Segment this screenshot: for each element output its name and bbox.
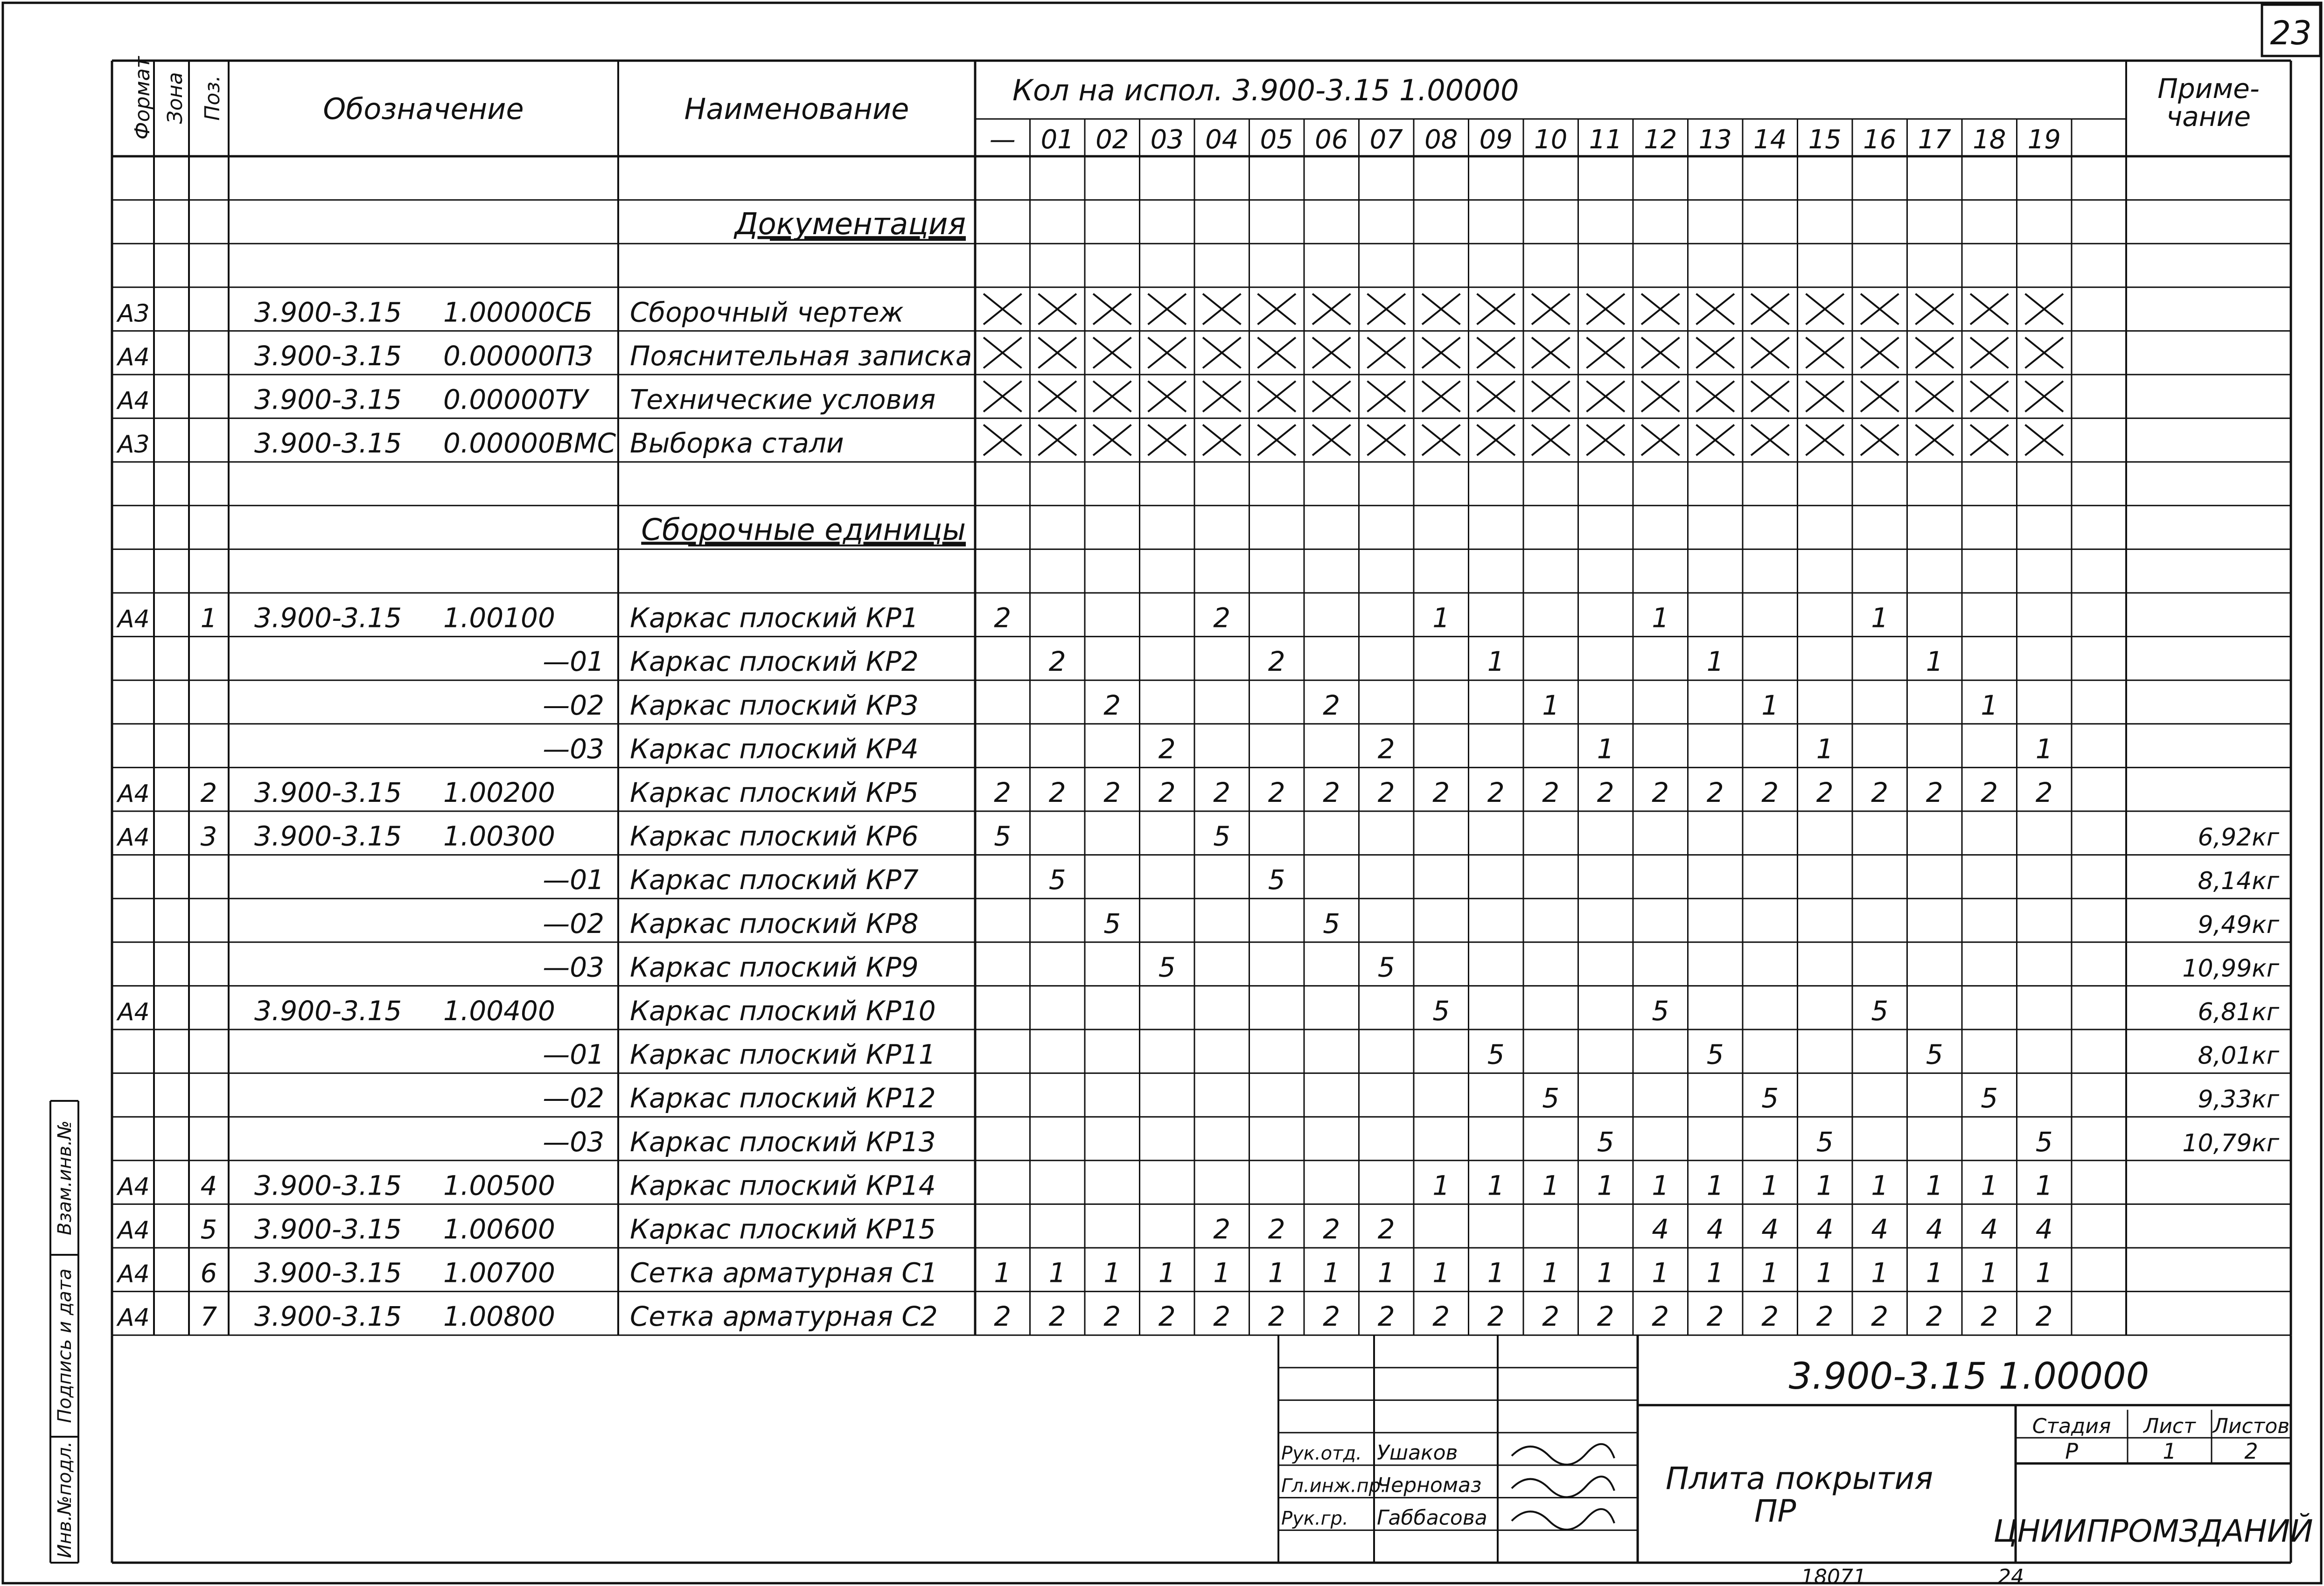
row-name: Сборочный чертеж — [630, 296, 904, 328]
row-pos: 5 — [200, 1215, 217, 1245]
qty-cell: 4 — [1816, 1213, 1834, 1245]
qty-cell: 1 — [1377, 1257, 1395, 1289]
row-name: Каркас плоский КР6 — [630, 820, 919, 852]
variant-label: 16 — [1863, 125, 1897, 155]
row-designation-code: 1.00600 — [443, 1213, 555, 1245]
qty-cell: 2 — [1542, 777, 1560, 808]
row-name: Каркас плоский КР5 — [630, 777, 919, 808]
qty-cell: 2 — [1706, 777, 1724, 808]
qty-cell: 1 — [1706, 1169, 1724, 1202]
qty-cell: 1 — [1981, 689, 1998, 721]
qty-cell: 1 — [1652, 1169, 1669, 1202]
row-designation: 3.900-3.15 — [254, 340, 402, 372]
qty-cell: 5 — [994, 820, 1012, 852]
qty-cell: 1 — [1432, 1169, 1450, 1202]
row-designation: 3.900-3.15 — [254, 296, 402, 328]
qty-cell: 5 — [1597, 1126, 1614, 1158]
row-note: 9,49кг — [2198, 911, 2279, 939]
qty-cell: 2 — [1981, 777, 1998, 808]
qty-cell: 2 — [1377, 777, 1395, 808]
header-designation: Обозначение — [323, 92, 524, 126]
qty-cell: 2 — [1048, 646, 1066, 678]
row-designation: 3.900-3.15 — [254, 1257, 402, 1289]
row-designation-code: —01 — [543, 864, 604, 896]
row-format: А4 — [118, 780, 150, 808]
qty-cell: 1 — [1816, 1169, 1834, 1202]
row-designation-code: 0.00000ПЗ — [443, 340, 593, 372]
qty-cell: 2 — [1926, 777, 1943, 808]
signer-name: Габбасова — [1377, 1506, 1487, 1530]
qty-cell: 2 — [2035, 1301, 2053, 1333]
qty-cell: 2 — [1816, 777, 1834, 808]
qty-cell: 2 — [1487, 1301, 1505, 1333]
qty-cell: 1 — [2035, 1257, 2053, 1289]
sheets-label: Листов — [2212, 1414, 2290, 1439]
qty-cell: 1 — [1597, 1169, 1614, 1202]
row-name: Каркас плоский КР3 — [630, 689, 919, 721]
row-designation: 3.900-3.15 — [254, 602, 402, 634]
qty-cell: 2 — [1268, 777, 1285, 808]
qty-cell: 2 — [1542, 1301, 1560, 1333]
qty-cell: 5 — [1816, 1126, 1834, 1158]
qty-cell: 2 — [1103, 777, 1121, 808]
qty-cell: 2 — [1268, 646, 1285, 678]
qty-cell: 5 — [1432, 995, 1450, 1027]
qty-cell: 4 — [1981, 1213, 1998, 1245]
page-number: 23 — [2270, 14, 2312, 52]
row-format: А4 — [118, 823, 150, 852]
qty-cell: 5 — [2035, 1126, 2053, 1158]
qty-cell: 1 — [1487, 1169, 1505, 1202]
qty-cell: 2 — [1432, 1301, 1450, 1333]
row-format: А4 — [118, 1173, 150, 1201]
row-designation-code: —01 — [543, 1038, 604, 1071]
document-code: 3.900-3.15 1.00000 — [1788, 1356, 2150, 1398]
qty-cell: 5 — [1926, 1038, 1943, 1071]
qty-cell: 2 — [1816, 1301, 1834, 1333]
qty-cell: 1 — [1542, 689, 1560, 721]
qty-cell: 2 — [1377, 1213, 1395, 1245]
qty-cell: 1 — [1871, 1257, 1889, 1289]
row-designation-code: —03 — [543, 951, 604, 983]
qty-cell: 5 — [1323, 907, 1340, 939]
row-note: 8,14кг — [2198, 867, 2279, 896]
row-name: Каркас плоский КР13 — [630, 1126, 936, 1158]
qty-cell: 2 — [1871, 1301, 1889, 1333]
row-note: 8,01кг — [2198, 1042, 2279, 1070]
row-format: А4 — [118, 1260, 150, 1288]
variant-label: 06 — [1315, 125, 1348, 155]
qty-cell: 5 — [1761, 1082, 1779, 1114]
variant-label: 04 — [1205, 125, 1239, 155]
qty-cell: 2 — [1597, 1301, 1614, 1333]
row-pos: 2 — [200, 778, 217, 808]
signer-name: Ушаков — [1377, 1440, 1458, 1465]
qty-cell: 2 — [994, 602, 1012, 634]
qty-cell: 1 — [1761, 689, 1779, 721]
qty-cell: 1 — [1761, 1169, 1779, 1202]
row-name: Каркас плоский КР12 — [630, 1082, 936, 1114]
side-stamp-label: Инв.№подл. — [54, 1441, 76, 1558]
qty-cell: 2 — [1268, 1213, 1285, 1245]
qty-cell: 1 — [1761, 1257, 1779, 1289]
row-name: Сетка арматурная С1 — [630, 1257, 938, 1289]
section-heading: Сборочные единицы — [641, 513, 966, 548]
qty-cell: 5 — [1377, 951, 1395, 983]
qty-cell: 1 — [1487, 646, 1505, 678]
qty-cell: 1 — [1323, 1257, 1340, 1289]
qty-cell: 1 — [1816, 1257, 1834, 1289]
row-designation-code: —03 — [543, 1126, 604, 1158]
qty-cell: 1 — [1542, 1257, 1560, 1289]
row-designation-code: 1.00700 — [443, 1257, 555, 1289]
qty-cell: 1 — [1213, 1257, 1231, 1289]
qty-cell: 2 — [1761, 777, 1779, 808]
row-format: А4 — [118, 343, 150, 371]
qty-cell: 1 — [1487, 1257, 1505, 1289]
qty-cell: 4 — [1926, 1213, 1943, 1245]
qty-cell: 1 — [1158, 1257, 1176, 1289]
side-stamp-label: Подпись и дата — [54, 1268, 76, 1423]
qty-cell: 4 — [1871, 1213, 1889, 1245]
qty-cell: 1 — [2035, 733, 2053, 765]
qty-cell: 1 — [2035, 1169, 2053, 1202]
header-pos: Поз. — [201, 75, 224, 121]
qty-cell: 5 — [1268, 864, 1285, 896]
row-note: 10,79кг — [2182, 1129, 2279, 1157]
row-note: 6,92кг — [2198, 823, 2279, 852]
qty-cell: 2 — [994, 1301, 1012, 1333]
qty-cell: 1 — [1432, 602, 1450, 634]
qty-cell: 2 — [1213, 1213, 1231, 1245]
archive-number: 18071 — [1801, 1565, 1866, 1586]
row-designation-code: —02 — [543, 689, 604, 721]
qty-cell: 5 — [1652, 995, 1669, 1027]
side-stamp-label: Взам.инв.№ — [54, 1120, 76, 1236]
row-designation-code: 1.00800 — [443, 1301, 555, 1333]
row-format: А4 — [118, 1304, 150, 1332]
sheets-value: 2 — [2244, 1439, 2258, 1464]
qty-cell: 2 — [1652, 777, 1669, 808]
row-note: 6,81кг — [2198, 998, 2279, 1026]
row-name: Пояснительная записка — [630, 340, 972, 372]
row-name: Каркас плоский КР8 — [630, 907, 919, 939]
qty-cell: 5 — [1542, 1082, 1560, 1114]
row-format: А4 — [118, 605, 150, 633]
qty-cell: 1 — [1597, 1257, 1614, 1289]
header-qty: Кол на испол. 3.900-3.15 1.00000 — [1012, 73, 1519, 107]
qty-cell: 2 — [994, 777, 1012, 808]
signer-role: Рук.отд. — [1281, 1442, 1362, 1464]
qty-cell: 2 — [1158, 777, 1176, 808]
row-format: А3 — [118, 431, 150, 459]
qty-cell: 4 — [1706, 1213, 1724, 1245]
row-designation: 3.900-3.15 — [254, 1301, 402, 1333]
qty-cell: 1 — [1981, 1169, 1998, 1202]
row-designation: 3.900-3.15 — [254, 383, 402, 416]
row-format: А4 — [118, 1217, 150, 1245]
row-format: А4 — [118, 387, 150, 415]
row-pos: 1 — [200, 603, 217, 634]
organization-name: ЦНИИПРОМЗДАНИЙ — [1993, 1513, 2313, 1549]
row-name: Каркас плоский КР10 — [630, 995, 936, 1027]
qty-cell: 1 — [1268, 1257, 1285, 1289]
variant-label: 12 — [1644, 125, 1677, 155]
document-title: ПР — [1754, 1493, 1796, 1530]
qty-cell: 2 — [1158, 1301, 1176, 1333]
row-format: А4 — [118, 998, 150, 1026]
row-designation-code: 1.00400 — [443, 995, 555, 1027]
qty-cell: 1 — [1871, 1169, 1889, 1202]
qty-cell: 1 — [1816, 733, 1834, 765]
qty-cell: 2 — [1213, 777, 1231, 808]
row-designation-code: 1.00200 — [443, 777, 555, 808]
signature — [1512, 1509, 1614, 1530]
row-designation-code: —03 — [543, 733, 604, 765]
qty-cell: 2 — [1597, 777, 1614, 808]
stage-label: Стадия — [2032, 1414, 2111, 1439]
qty-cell: 1 — [1432, 1257, 1450, 1289]
qty-cell: 2 — [1706, 1301, 1724, 1333]
signature — [1512, 1476, 1614, 1497]
qty-cell: 1 — [1981, 1257, 1998, 1289]
qty-cell: 2 — [1377, 1301, 1395, 1333]
qty-cell: 1 — [1926, 1257, 1943, 1289]
qty-cell: 1 — [1652, 1257, 1669, 1289]
row-designation: 3.900-3.15 — [254, 1213, 402, 1245]
qty-cell: 1 — [1706, 646, 1724, 678]
row-name: Сетка арматурная С2 — [630, 1301, 938, 1333]
qty-cell: 2 — [1761, 1301, 1779, 1333]
row-pos: 4 — [200, 1171, 217, 1202]
qty-cell: 2 — [1652, 1301, 1669, 1333]
header-note: чание — [2166, 101, 2251, 132]
qty-cell: 2 — [1981, 1301, 1998, 1333]
row-pos: 7 — [200, 1302, 217, 1333]
row-note: 10,99кг — [2182, 954, 2279, 983]
qty-cell: 2 — [1323, 1301, 1340, 1333]
qty-cell: 2 — [1377, 733, 1395, 765]
variant-label: — — [989, 125, 1016, 155]
variant-label: 07 — [1369, 125, 1403, 155]
variant-label: 17 — [1918, 125, 1951, 155]
row-name: Каркас плоский КР2 — [630, 646, 919, 678]
variant-label: 14 — [1753, 125, 1787, 155]
variant-label: 01 — [1040, 125, 1074, 155]
signer-name: Черномаз — [1377, 1473, 1482, 1497]
row-name: Каркас плоский КР1 — [630, 602, 919, 634]
qty-cell: 5 — [1213, 820, 1231, 852]
qty-cell: 1 — [1926, 646, 1943, 678]
qty-cell: 2 — [1926, 1301, 1943, 1333]
qty-cell: 2 — [1871, 777, 1889, 808]
signature — [1512, 1444, 1614, 1465]
variant-label: 15 — [1808, 125, 1842, 155]
row-name: Каркас плоский КР4 — [630, 733, 919, 765]
qty-cell: 2 — [1432, 777, 1450, 808]
row-designation-code: 1.00000СБ — [443, 296, 593, 328]
qty-cell: 2 — [1268, 1301, 1285, 1333]
variant-label: 05 — [1260, 125, 1293, 155]
qty-cell: 2 — [1487, 777, 1505, 808]
archive-page: 24 — [1998, 1565, 2024, 1586]
row-designation: 3.900-3.15 — [254, 777, 402, 808]
variant-label: 11 — [1589, 125, 1622, 155]
row-designation: 3.900-3.15 — [254, 1169, 402, 1202]
table-text — [54, 14, 2313, 1586]
stage-value: Р — [2065, 1439, 2078, 1464]
variant-label: 08 — [1424, 125, 1458, 155]
qty-cell: 5 — [1981, 1082, 1998, 1114]
row-pos: 3 — [200, 821, 217, 852]
sheet-label: Лист — [2143, 1414, 2196, 1439]
signer-role: Гл.инж.пр. — [1281, 1475, 1387, 1497]
qty-cell: 2 — [1103, 1301, 1121, 1333]
qty-cell: 5 — [1158, 951, 1176, 983]
qty-cell: 1 — [1706, 1257, 1724, 1289]
qty-cell: 5 — [1103, 907, 1121, 939]
qty-cell: 5 — [1487, 1038, 1505, 1071]
qty-cell: 1 — [994, 1257, 1012, 1289]
qty-cell: 5 — [1048, 864, 1066, 896]
qty-cell: 5 — [1871, 995, 1889, 1027]
variant-label: 10 — [1534, 125, 1568, 155]
qty-cell: 2 — [1048, 777, 1066, 808]
header-format: Формат — [131, 56, 154, 140]
row-designation-code: —01 — [543, 646, 604, 678]
row-name: Каркас плоский КР7 — [630, 864, 919, 896]
qty-cell: 1 — [1871, 602, 1889, 634]
qty-cell: 4 — [2035, 1213, 2053, 1245]
row-designation-code: 0.00000ВМС — [443, 427, 616, 459]
qty-cell: 2 — [1213, 602, 1231, 634]
qty-cell: 2 — [1323, 1213, 1340, 1245]
variant-label: 13 — [1698, 125, 1732, 155]
qty-cell: 2 — [1323, 777, 1340, 808]
qty-cell: 2 — [1323, 689, 1340, 721]
signer-role: Рук.гр. — [1281, 1508, 1348, 1530]
row-designation: 3.900-3.15 — [254, 427, 402, 459]
variant-label: 09 — [1479, 125, 1513, 155]
row-designation-code: —02 — [543, 907, 604, 939]
qty-cell: 1 — [1597, 733, 1614, 765]
row-designation-code: 1.00100 — [443, 602, 555, 634]
qty-cell: 1 — [1103, 1257, 1121, 1289]
row-format: А3 — [118, 299, 150, 328]
qty-cell: 1 — [1926, 1169, 1943, 1202]
variant-label: 02 — [1096, 125, 1129, 155]
row-name: Каркас плоский КР9 — [630, 951, 919, 983]
qty-cell: 1 — [1652, 602, 1669, 634]
qty-cell: 2 — [2035, 777, 2053, 808]
variant-label: 03 — [1150, 125, 1184, 155]
row-name: Каркас плоский КР14 — [630, 1169, 936, 1202]
row-name: Выборка стали — [630, 427, 844, 459]
qty-cell: 2 — [1213, 1301, 1231, 1333]
row-pos: 6 — [200, 1258, 217, 1289]
qty-cell: 4 — [1652, 1213, 1669, 1245]
row-name: Технические условия — [630, 383, 936, 416]
row-note: 9,33кг — [2198, 1085, 2279, 1114]
sheet-value: 1 — [2163, 1439, 2177, 1464]
row-designation-code: 1.00300 — [443, 820, 555, 852]
qty-cell: 4 — [1761, 1213, 1779, 1245]
row-designation: 3.900-3.15 — [254, 820, 402, 852]
row-designation-code: 1.00500 — [443, 1169, 555, 1202]
section-heading: Документация — [734, 207, 966, 242]
document-title: Плита покрытия — [1666, 1461, 1933, 1497]
variant-label: 18 — [1973, 125, 2006, 155]
row-designation: 3.900-3.15 — [254, 995, 402, 1027]
row-designation-code: 0.00000ТУ — [443, 383, 588, 416]
header-note: Приме- — [2157, 73, 2260, 104]
row-designation-code: —02 — [543, 1082, 604, 1114]
qty-cell: 2 — [1048, 1301, 1066, 1333]
row-name: Каркас плоский КР11 — [630, 1038, 936, 1071]
header-zone: Зона — [163, 72, 187, 124]
qty-cell: 5 — [1706, 1038, 1724, 1071]
qty-cell: 1 — [1048, 1257, 1066, 1289]
qty-cell: 2 — [1158, 733, 1176, 765]
qty-cell: 1 — [1542, 1169, 1560, 1202]
row-name: Каркас плоский КР15 — [630, 1213, 936, 1245]
qty-cell: 2 — [1103, 689, 1121, 721]
variant-label: 19 — [2027, 125, 2061, 155]
header-name: Наименование — [684, 92, 909, 126]
